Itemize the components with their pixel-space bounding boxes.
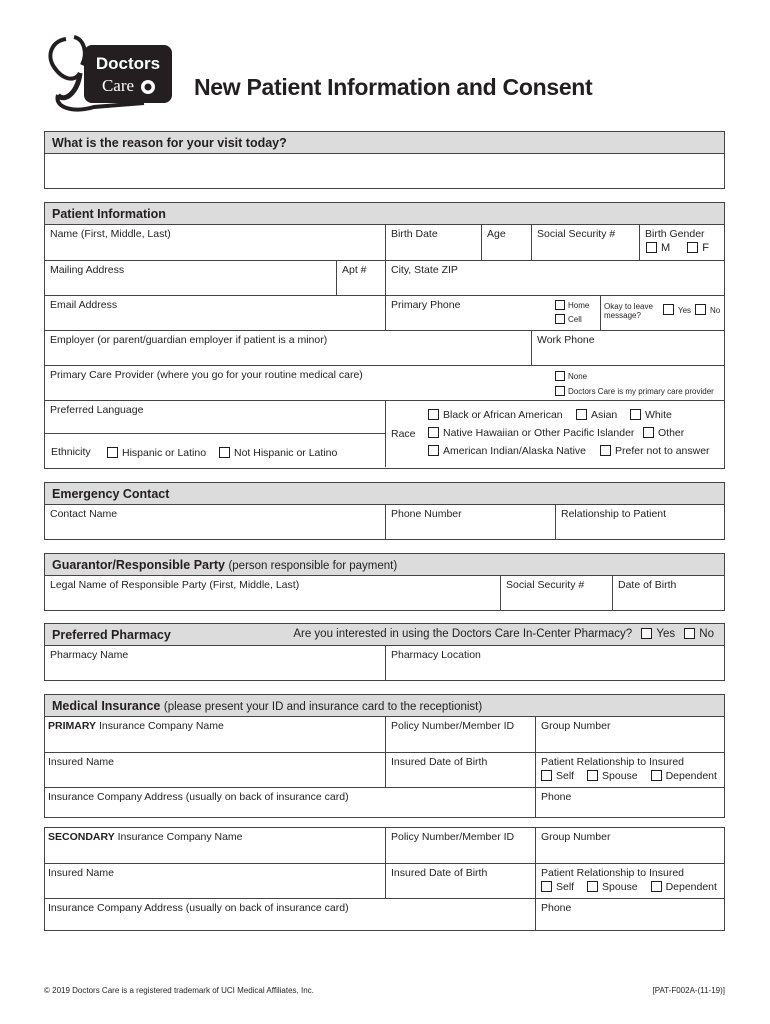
visit-reason-section <box>44 131 725 189</box>
ethnicity-hispanic-label: Hispanic or Latino <box>122 447 207 459</box>
contact-name-label: Contact Name <box>50 508 118 520</box>
visit-reason-field[interactable] <box>45 154 724 188</box>
okay-message-label-1: Okay to leave <box>604 302 653 311</box>
footer-form-code: [PAT-F002A-(11-19)] <box>652 986 725 995</box>
primary-phone-label: Phone <box>541 791 572 803</box>
secondary-policy-field[interactable] <box>385 828 535 863</box>
cell-phone-label: Cell <box>568 315 582 324</box>
pharmacy-location-field[interactable] <box>385 646 724 680</box>
pharmacy-question <box>293 628 714 640</box>
primary-spouse-checkbox[interactable] <box>587 770 598 781</box>
apt-field[interactable] <box>336 261 385 295</box>
secondary-phone-label: Phone <box>541 902 572 914</box>
secondary-policy-label: Policy Number/Member ID <box>391 831 515 843</box>
race-black-label: Black or African American <box>443 409 563 421</box>
pcp-none-label: None <box>568 372 588 381</box>
logo-text-care: Care <box>101 76 135 95</box>
guarantor-title: Guarantor/Responsible Party <box>52 558 225 572</box>
work-phone-field[interactable] <box>531 331 724 365</box>
birth-gender-label: Birth Gender <box>645 228 705 240</box>
guarantor-heading <box>45 554 724 576</box>
gender-f-label: F <box>702 242 709 254</box>
pcp-doctors-care-checkbox[interactable] <box>555 386 565 396</box>
patient-row-pcp <box>45 365 724 400</box>
name-field[interactable] <box>45 225 385 260</box>
pcp-doctors-care-label: Doctors Care is my primary care provider <box>568 387 714 396</box>
email-label: Email Address <box>50 299 118 311</box>
city-state-zip-field[interactable] <box>385 261 724 295</box>
pharmacy-no-checkbox[interactable] <box>684 628 695 639</box>
race-black-checkbox[interactable] <box>428 409 439 420</box>
primary-company-row <box>45 717 724 752</box>
pharmacy-question-text: Are you interested in using the Doctors Care In-Center Pharmacy? <box>293 628 633 640</box>
pharmacy-heading <box>45 624 724 646</box>
secondary-dependent-checkbox[interactable] <box>651 881 662 892</box>
patient-row-employer <box>45 330 724 365</box>
page-title: New Patient Information and Consent <box>194 74 593 100</box>
patient-information-heading: Patient Information <box>45 203 724 225</box>
secondary-company-label: Insurance Company Name <box>117 831 243 843</box>
race-white-label: White <box>645 409 672 421</box>
apt-label: Apt # <box>342 264 367 276</box>
secondary-self-checkbox[interactable] <box>541 881 552 892</box>
ethnicity-not-hispanic-label: Not Hispanic or Latino <box>234 447 338 459</box>
gender-m-label: M <box>661 242 671 254</box>
secondary-relationship-field <box>535 864 724 898</box>
birth-gender-field <box>639 225 724 260</box>
primary-self-checkbox[interactable] <box>541 770 552 781</box>
ethnicity-not-hispanic-checkbox[interactable] <box>219 447 230 458</box>
secondary-spouse-checkbox[interactable] <box>587 881 598 892</box>
responsible-party-name-field[interactable] <box>45 576 500 610</box>
phone-options <box>551 296 724 330</box>
secondary-group-label: Group Number <box>541 831 611 843</box>
secondary-spouse-label: Spouse <box>602 881 638 893</box>
race-other-checkbox[interactable] <box>643 427 654 438</box>
secondary-insured-dob-label: Insured Date of Birth <box>391 867 488 879</box>
primary-policy-field[interactable] <box>385 717 535 752</box>
primary-relationship-label: Patient Relationship to Insured <box>541 756 685 768</box>
employer-field[interactable] <box>45 331 531 365</box>
cell-phone-checkbox[interactable] <box>555 314 565 324</box>
stethoscope-icon <box>44 33 174 115</box>
pharmacy-section <box>44 623 725 681</box>
race-native-label: American Indian/Alaska Native <box>443 445 586 457</box>
secondary-insured-row <box>45 863 724 898</box>
secondary-address-label: Insurance Company Address (usually on back of insurance card) <box>48 902 349 914</box>
primary-address-row <box>45 787 724 817</box>
primary-dependent-checkbox[interactable] <box>651 770 662 781</box>
secondary-label: SECONDARY <box>48 831 115 843</box>
emergency-contact-heading: Emergency Contact <box>45 483 724 505</box>
mailing-address-label: Mailing Address <box>50 264 125 276</box>
pharmacy-no-label: No <box>699 628 714 640</box>
race-white-checkbox[interactable] <box>630 409 641 420</box>
contact-relationship-field[interactable] <box>555 505 724 539</box>
guarantor-row <box>45 576 724 610</box>
guarantor-dob-field[interactable] <box>612 576 724 610</box>
race-asian-checkbox[interactable] <box>576 409 587 420</box>
primary-relationship-field <box>535 753 724 787</box>
message-no-label: No <box>710 306 721 315</box>
race-native-checkbox[interactable] <box>428 445 439 456</box>
race-hawaiian-checkbox[interactable] <box>428 427 439 438</box>
okay-message-label-2: message? <box>604 311 641 320</box>
primary-label: PRIMARY <box>48 720 97 732</box>
ssn-field[interactable] <box>531 225 639 260</box>
primary-company-field[interactable] <box>45 717 385 752</box>
pharmacy-yes-checkbox[interactable] <box>641 628 652 639</box>
work-phone-label: Work Phone <box>537 334 595 346</box>
gender-f-checkbox[interactable] <box>687 242 698 253</box>
race-other-label: Other <box>658 427 685 439</box>
patient-row-demographics <box>45 400 724 467</box>
secondary-insured-dob-field[interactable] <box>385 864 535 898</box>
message-no-checkbox[interactable] <box>695 304 706 315</box>
message-yes-checkbox[interactable] <box>663 304 674 315</box>
visit-reason-heading: What is the reason for your visit today? <box>45 132 724 154</box>
preferred-language-field[interactable] <box>45 401 385 434</box>
emergency-contact-section <box>44 482 725 540</box>
guarantor-dob-label: Date of Birth <box>618 579 677 591</box>
primary-address-label: Insurance Company Address (usually on back of insurance card) <box>48 791 349 803</box>
primary-phone-field[interactable] <box>535 788 724 817</box>
footer-copyright: © 2019 Doctors Care is a registered trademark of UCI Medical Affiliates, Inc. <box>44 986 314 995</box>
pcp-field[interactable] <box>45 366 535 400</box>
guarantor-ssn-label: Social Security # <box>506 579 585 591</box>
secondary-company-row <box>45 828 724 863</box>
ethnicity-label: Ethnicity <box>51 446 91 458</box>
primary-insured-dob-label: Insured Date of Birth <box>391 756 488 768</box>
ethnicity-hispanic-checkbox[interactable] <box>107 447 118 458</box>
secondary-company-field[interactable] <box>45 828 385 863</box>
primary-self-label: Self <box>556 770 575 782</box>
guarantor-section <box>44 553 725 611</box>
birth-date-field[interactable] <box>385 225 481 260</box>
primary-insured-row <box>45 752 724 787</box>
primary-insured-dob-field[interactable] <box>385 753 535 787</box>
patient-row-address <box>45 260 724 295</box>
primary-phone-field[interactable] <box>385 296 551 330</box>
primary-group-field[interactable] <box>535 717 724 752</box>
message-yes-label: Yes <box>678 306 692 315</box>
email-field[interactable] <box>45 296 385 330</box>
preferred-language-label: Preferred Language <box>50 404 144 416</box>
responsible-party-name-label: Legal Name of Responsible Party (First, Middle, Last) <box>50 579 300 591</box>
race-field <box>385 401 724 467</box>
primary-spouse-label: Spouse <box>602 770 638 782</box>
doctors-care-logo <box>44 33 174 115</box>
gender-m-checkbox[interactable] <box>646 242 657 253</box>
race-prefer-not-checkbox[interactable] <box>600 445 611 456</box>
pharmacy-yes-label: Yes <box>656 628 676 640</box>
pharmacy-row <box>45 646 724 680</box>
pcp-none-checkbox[interactable] <box>555 371 565 381</box>
insurance-secondary-section <box>44 827 725 931</box>
race-asian-label: Asian <box>591 409 618 421</box>
guarantor-note: (person responsible for payment) <box>228 560 398 572</box>
race-label: Race <box>391 428 416 440</box>
insurance-primary-section <box>44 694 725 818</box>
mailing-address-field[interactable] <box>45 261 336 295</box>
race-hawaiian-label: Native Hawaiian or Other Pacific Islander <box>443 427 635 439</box>
primary-insured-name-label: Insured Name <box>48 756 114 768</box>
secondary-phone-field[interactable] <box>535 899 724 930</box>
race-prefer-not-label: Prefer not to answer <box>615 445 710 457</box>
secondary-address-field[interactable] <box>45 899 535 930</box>
secondary-dependent-label: Dependent <box>665 881 717 893</box>
secondary-insured-name-label: Insured Name <box>48 867 114 879</box>
emergency-row <box>45 505 724 539</box>
primary-insured-name-field[interactable] <box>45 753 385 787</box>
primary-dependent-label: Dependent <box>665 770 717 782</box>
pharmacy-name-field[interactable] <box>45 646 385 680</box>
birth-date-label: Birth Date <box>391 228 438 240</box>
secondary-group-field[interactable] <box>535 828 724 863</box>
secondary-insured-name-field[interactable] <box>45 864 385 898</box>
ssn-label: Social Security # <box>537 228 616 240</box>
pharmacy-title: Preferred Pharmacy <box>52 628 171 642</box>
pcp-label: Primary Care Provider (where you go for your routine medical care) <box>50 369 363 381</box>
guarantor-ssn-field[interactable] <box>500 576 612 610</box>
primary-address-field[interactable] <box>45 788 535 817</box>
contact-phone-label: Phone Number <box>391 508 462 520</box>
primary-group-label: Group Number <box>541 720 611 732</box>
secondary-address-row <box>45 898 724 930</box>
contact-name-field[interactable] <box>45 505 385 539</box>
contact-relationship-label: Relationship to Patient <box>561 508 667 520</box>
contact-phone-field[interactable] <box>385 505 555 539</box>
insurance-title: Medical Insurance <box>52 699 161 713</box>
employer-label: Employer (or parent/guardian employer if patient is a minor) <box>50 334 328 346</box>
city-state-zip-label: City, State ZIP <box>391 264 458 276</box>
insurance-heading <box>45 695 724 717</box>
insurance-note: (please present your ID and insurance card to the receptionist) <box>163 701 483 713</box>
pharmacy-name-label: Pharmacy Name <box>50 649 129 661</box>
home-phone-checkbox[interactable] <box>555 300 565 310</box>
patient-information-section <box>44 202 725 469</box>
secondary-self-label: Self <box>556 881 575 893</box>
name-label: Name (First, Middle, Last) <box>50 228 171 240</box>
patient-row-email <box>45 295 724 330</box>
secondary-relationship-label: Patient Relationship to Insured <box>541 867 685 879</box>
age-field[interactable] <box>481 225 531 260</box>
patient-row-name <box>45 225 724 260</box>
primary-phone-label: Primary Phone <box>391 299 461 311</box>
primary-company-label: Insurance Company Name <box>98 720 224 732</box>
primary-policy-label: Policy Number/Member ID <box>391 720 515 732</box>
age-label: Age <box>487 228 506 240</box>
pharmacy-location-label: Pharmacy Location <box>391 649 481 661</box>
logo-text-doctors: Doctors <box>95 54 161 73</box>
home-phone-label: Home <box>568 301 590 310</box>
